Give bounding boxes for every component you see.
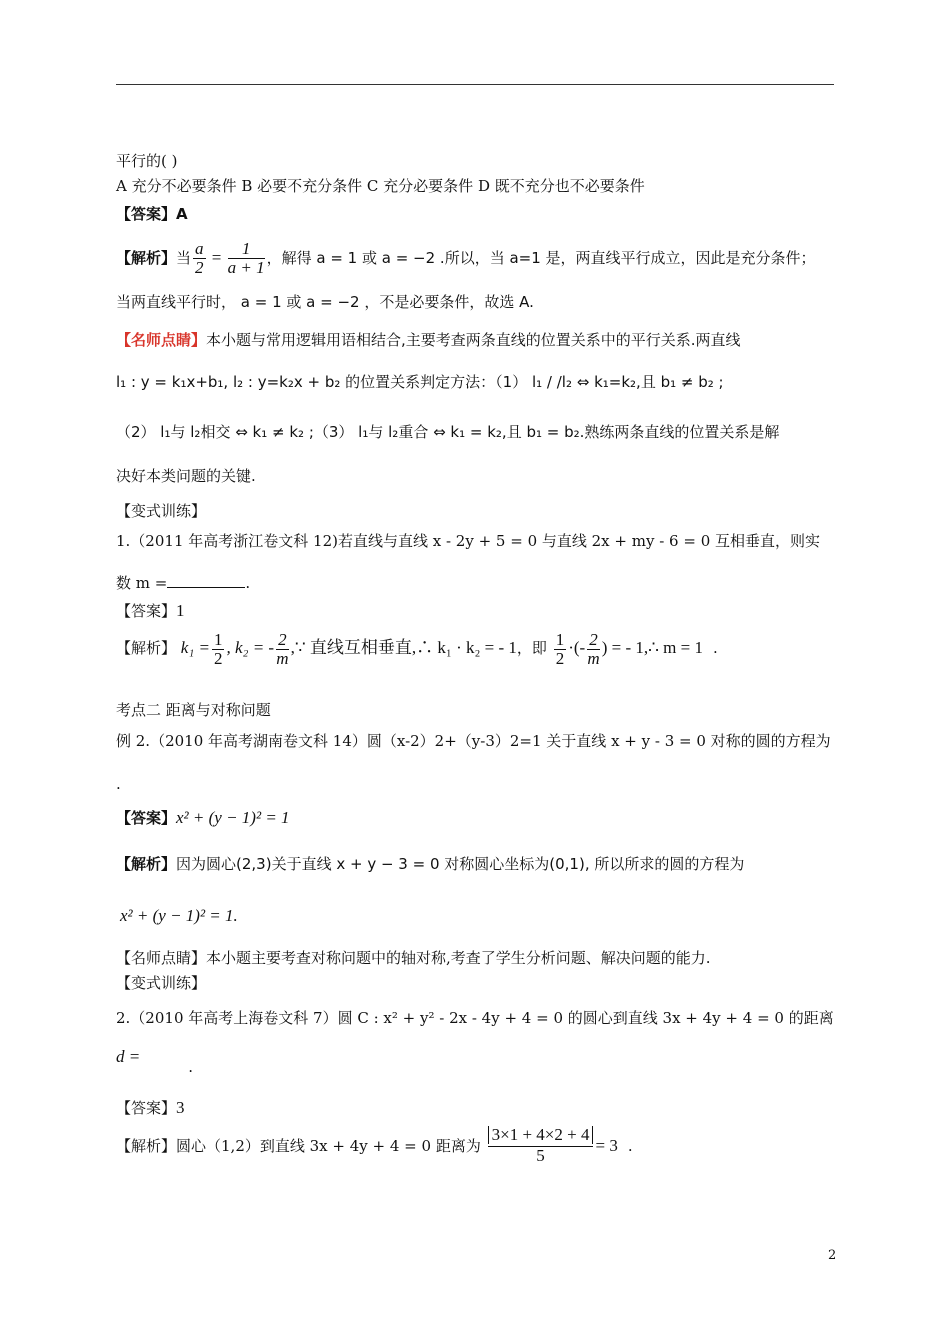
header-rule xyxy=(116,84,834,85)
section2-example: 例 2.（2010 年高考湖南卷文科 14）圆（x-2）2+（y-3）2=1 关于直线 x + y - 3 = 0 对称的圆的方程为 xyxy=(116,732,831,750)
variant2-question-line2 xyxy=(116,1047,193,1077)
variant2-question: 2.（2010 年高考上海卷文科 7）圆 C : x² + y² - 2x - 4y + 4 = 0 的圆心到直线 3x + 4y + 4 = 0 的距离 xyxy=(116,1009,834,1027)
frac-den: m xyxy=(276,648,289,668)
frac-num: 1 xyxy=(555,629,565,649)
variant1-analysis xyxy=(116,626,718,670)
tips-line1-text: 本小题与常用逻辑用语相结合,主要考查两条直线的位置关系中的平行关系.两直线 xyxy=(206,331,741,349)
answer-value: 3 xyxy=(176,1098,185,1117)
math-end: ) = - 1,∴ m = 1 xyxy=(601,638,703,657)
tips-line-2: l₁ : y = k₁x+b₁, l₂ : y=k₂x + b₂ 的位置关系判定方法：（1） l₁ / /l₂ ⇔ k₁=k₂,且 b₁ ≠ b₂ ; xyxy=(116,373,724,391)
frac-num: a xyxy=(195,239,204,258)
answer-value: 1 xyxy=(176,601,185,620)
math-d: d = xyxy=(116,1047,141,1066)
section2-analysis-line2 xyxy=(120,906,238,926)
answer-value: x² + (y − 1)² = 1 xyxy=(176,808,290,827)
section2-analysis xyxy=(116,854,744,874)
question-end-dot: . xyxy=(188,1058,194,1076)
frac-num: 1 xyxy=(228,240,265,259)
section2-answer-row xyxy=(116,808,290,828)
answer-label: 【答案】 xyxy=(116,602,177,620)
variant2-heading: 【变式训练】 xyxy=(116,974,207,992)
analysis-label: 【解析】 xyxy=(116,249,177,267)
math-k1: k₁ = xyxy=(180,638,210,657)
answer-row xyxy=(116,204,188,224)
analysis-label: 【解析】 xyxy=(116,639,177,657)
variant1-answer-row xyxy=(116,601,185,621)
analysis-line-1: 【解析】当 $\frac{a}{2}$ = $\frac{1}{a + 1}$ ，解得 a = 1 或 a = −2 .所以，当 a=1 是，两直线平行成立，因此是充分条件； xyxy=(116,239,816,277)
analysis-when: 当 xyxy=(176,249,192,267)
question-stem-end: 平行的( ) xyxy=(116,152,178,170)
section2-tips: 【名师点睛】本小题主要考查对称问题中的轴对称,考查了学生分析问题、解决问题的能力. xyxy=(116,949,711,967)
section2-example-end: . xyxy=(116,775,121,793)
fraction xyxy=(587,631,600,668)
variant2-answer-row xyxy=(116,1098,185,1118)
answer-blank xyxy=(167,573,245,588)
analysis-dot: . xyxy=(713,639,718,657)
frac-num xyxy=(488,1126,594,1147)
question-options: A 充分不必要条件 B 必要不充分条件 C 充分必要条件 D 既不充分也不必要条件 xyxy=(116,177,645,195)
answer-label: 【答案】 xyxy=(116,1099,177,1117)
fraction-a-over-2 xyxy=(193,240,206,277)
variant2-analysis xyxy=(116,1123,633,1169)
variant1-suffix: . xyxy=(245,574,251,592)
frac-den: 2 xyxy=(555,648,565,668)
tips-line-1 xyxy=(116,330,741,350)
analysis-ji: ，即 xyxy=(516,639,547,657)
frac-num: 2 xyxy=(589,629,598,649)
frac-den: 2 xyxy=(195,258,204,277)
analysis-line-2: 当两直线平行时， a = 1 或 a = −2 ，不是必要条件，故选 A. xyxy=(116,293,534,311)
answer-label: 【答案】 xyxy=(116,205,177,223)
analysis-label: 【解析】 xyxy=(116,1137,177,1155)
tips-label: 【名师点睛】 xyxy=(116,331,207,349)
frac-den: 5 xyxy=(536,1146,545,1165)
variant1-heading: 【变式训练】 xyxy=(116,502,207,520)
analysis-text: 因为圆心(2,3)关于直线 x + y − 3 = 0 对称圆心坐标为(0,1), 所以所求的圆的方程为 xyxy=(176,855,745,873)
answer-value: A xyxy=(176,205,188,223)
fraction xyxy=(554,631,567,668)
distance-result: = 3 xyxy=(595,1136,618,1155)
section2-title: 考点二 距离与对称问题 xyxy=(116,701,271,719)
fraction-1-over-a-plus-1 xyxy=(228,240,265,277)
analysis-dot: . xyxy=(627,1137,633,1155)
distance-fraction xyxy=(488,1126,594,1165)
analysis-line1-rest: ，解得 a = 1 或 a = −2 .所以，当 a=1 是，两直线平行成立，因此是充分条件； xyxy=(266,249,816,267)
frac-num: 2 xyxy=(278,629,287,649)
fraction xyxy=(276,631,289,668)
abs-numerator: 3×1 + 4×2 + 4 xyxy=(488,1126,594,1144)
frac-den: 2 xyxy=(213,648,223,668)
frac-num: 1 xyxy=(213,629,223,649)
page-number: 2 xyxy=(828,1248,837,1263)
variant1-question: 1.（2011 年高考浙江卷文科 12)若直线与直线 x - 2y + 5 = 0 与直线 2x + my - 6 = 0 互相垂直，则实 xyxy=(116,532,821,550)
tips-line-3: （2） l₁与 l₂相交 ⇔ k₁ ≠ k₂ ;（3） l₁与 l₂重合 ⇔ k₁ = k₂,且 b₁ = b₂.熟练两条直线的位置关系是解 xyxy=(116,423,780,441)
analysis-text: 圆心（1,2）到直线 3x + 4y + 4 = 0 距离为 xyxy=(176,1137,481,1155)
math-mid: ,∵ 直线互相垂直,∴ k₁ · k₂ = - 1 xyxy=(290,638,517,657)
math-k2: , k₂ = - xyxy=(226,638,275,657)
frac-den: m xyxy=(587,648,600,668)
variant1-m-prefix: 数 m = xyxy=(116,574,168,592)
frac-den: a + 1 xyxy=(227,258,265,277)
circle-equation: x² + (y − 1)² = 1. xyxy=(120,906,238,925)
tips-line-4: 决好本类问题的关键. xyxy=(116,467,256,485)
math-mid2: ·(- xyxy=(568,638,586,657)
variant1-question-line2 xyxy=(116,573,250,593)
analysis-label: 【解析】 xyxy=(116,855,177,873)
answer-label: 【答案】 xyxy=(116,809,177,827)
fraction xyxy=(212,631,225,668)
